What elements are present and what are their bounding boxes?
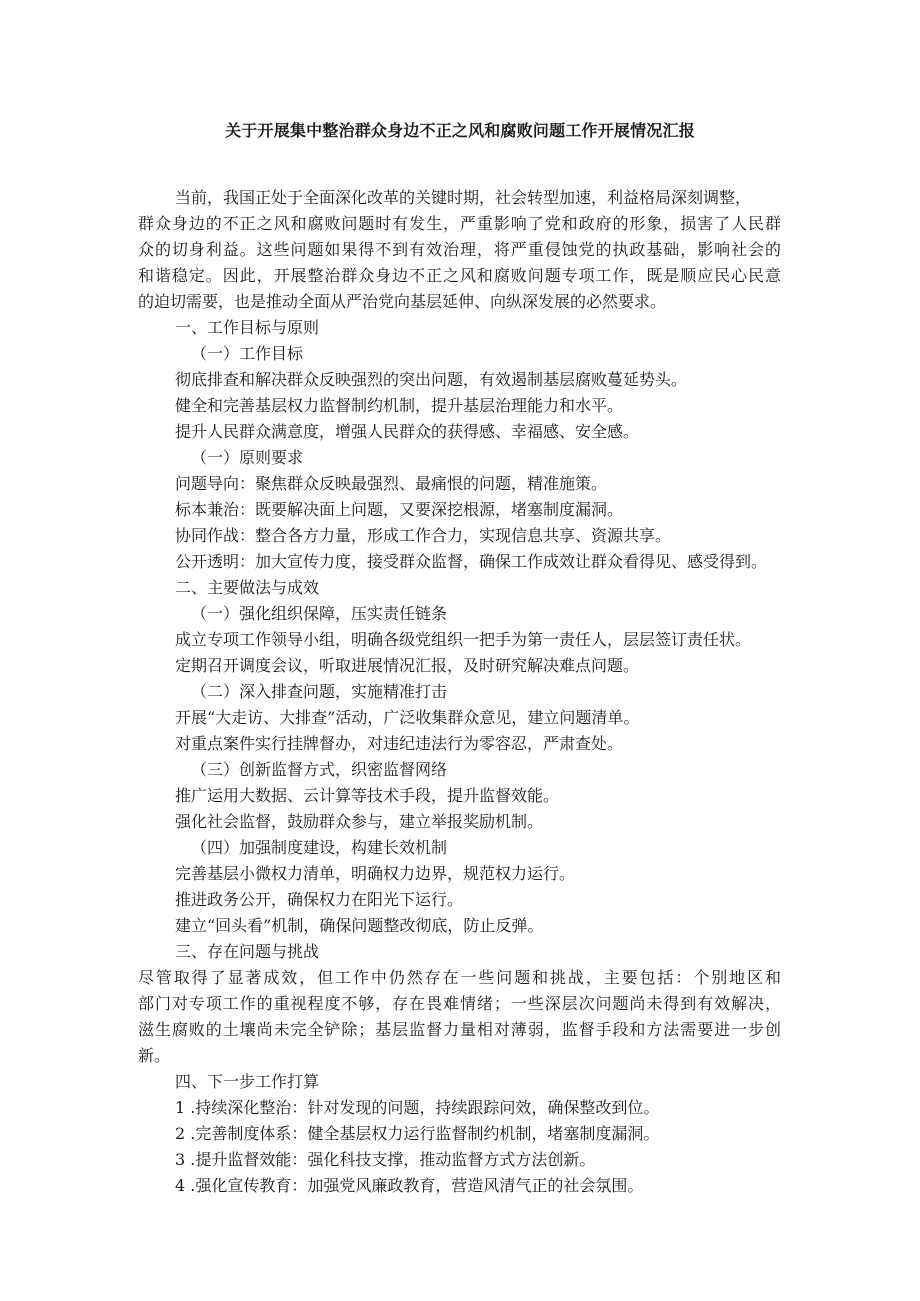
body-line: （四）加强制度建设，构建长效机制 [191,838,448,857]
body-line: （一）工作目标 [191,344,304,363]
body-line: （一）强化组织保障，压实责任链条 [191,604,448,623]
body-line: 2 .完善制度体系：健全基层权力运行监督制约机制，堵塞制度漏洞。 [175,1124,660,1143]
body-line: 协同作战：整合各方力量，形成工作合力，实现信息共享、资源共享。 [175,526,672,545]
body-line: 群众身边的不正之风和腐败问题时有发生，严重影响了党和政府的形象，损害了人民群 [138,214,781,233]
body-line: （二）深入排查问题，实施精准打击 [191,682,448,701]
body-line: 标本兼治：既要解决面上问题，又要深挖根源，堵塞制度漏洞。 [175,500,624,519]
body-line: 成立专项工作领导小组，明确各级党组织一把手为第一责任人，层层签订责任状。 [175,630,752,649]
body-line: 开展“大走访、大排查”活动，广泛收集群众意见，建立问题清单。 [175,708,640,727]
body-line: 四、下一步工作打算 [175,1072,320,1091]
body-line: 强化社会监督，鼓励群众参与，建立举报奖励机制。 [175,812,544,831]
body-line: 部门对专项工作的重视程度不够，存在畏难情绪；一些深层次问题尚未得到有效解决， [138,994,781,1013]
body-line: 完善基层小微权力清单，明确权力边界，规范权力运行。 [175,864,576,883]
body-line: 3 .提升监督效能：强化科技支撑，推动监督方式方法创新。 [175,1150,596,1169]
body-line: 众的切身利益。这些问题如果得不到有效治理，将严重侵蚀党的执政基础，影响社会的 [138,240,781,259]
body-line: 定期召开调度会议，听取进展情况汇报，及时研究解决难点问题。 [175,656,640,675]
body-line: 问题导向：聚焦群众反映最强烈、最痛恨的问题，精准施策。 [175,474,608,493]
body-line: 推进政务公开，确保权力在阳光下运行。 [175,890,464,909]
body-line: 新。 [138,1046,171,1065]
body-line: （一）原则要求 [191,448,304,467]
body-line: 公开透明：加大宣传力度，接受群众监督，确保工作成效让群众看得见、感受得到。 [175,552,768,571]
body-line: 一、工作目标与原则 [175,318,320,337]
body-line: 和谐稳定。因此，开展整治群众身边不正之风和腐败问题专项工作，既是顺应民心民意 [138,266,781,285]
body-line: 4 .强化宣传教育：加强党风廉政教育，营造风清气正的社会氛围。 [175,1176,644,1195]
body-line: 1 .持续深化整治：针对发现的问题，持续跟踪问效，确保整改到位。 [175,1098,660,1117]
body-line: （三）创新监督方式，织密监督网络 [191,760,448,779]
body-line: 健全和完善基层权力监督制约机制，提升基层治理能力和水平。 [175,396,624,415]
document-title: 关于开展集中整治群众身边不正之风和腐败问题工作开展情况汇报 [225,121,695,140]
body-line: 尽管取得了显著成效，但工作中仍然存在一些问题和挑战，主要包括：个别地区和 [138,968,781,987]
body-line: 二、主要做法与成效 [175,578,320,597]
body-line: 滋生腐败的土壤尚未完全铲除；基层监督力量相对薄弱，监督手段和方法需要进一步创 [138,1020,781,1039]
body-line: 推广运用大数据、云计算等技术手段，提升监督效能。 [175,786,560,805]
body-line: 对重点案件实行挂牌督办，对违纪违法行为零容忍，严肃查处。 [175,734,624,753]
body-line: 三、存在问题与挑战 [175,942,320,961]
body-line: 提升人民群众满意度，增强人民群众的获得感、幸福感、安全感。 [175,422,640,441]
body-line: 建立“回头看”机制，确保问题整改彻底，防止反弹。 [175,916,544,935]
body-line: 的迫切需要，也是推动全面从严治党向基层延伸、向纵深发展的必然要求。 [138,292,667,311]
body-line: 彻底排查和解决群众反映强烈的突出问题，有效遏制基层腐败蔓延势头。 [175,370,688,389]
body-line: 当前，我国正处于全面深化改革的关键时期，社会转型加速，利益格局深刻调整， [175,188,752,207]
